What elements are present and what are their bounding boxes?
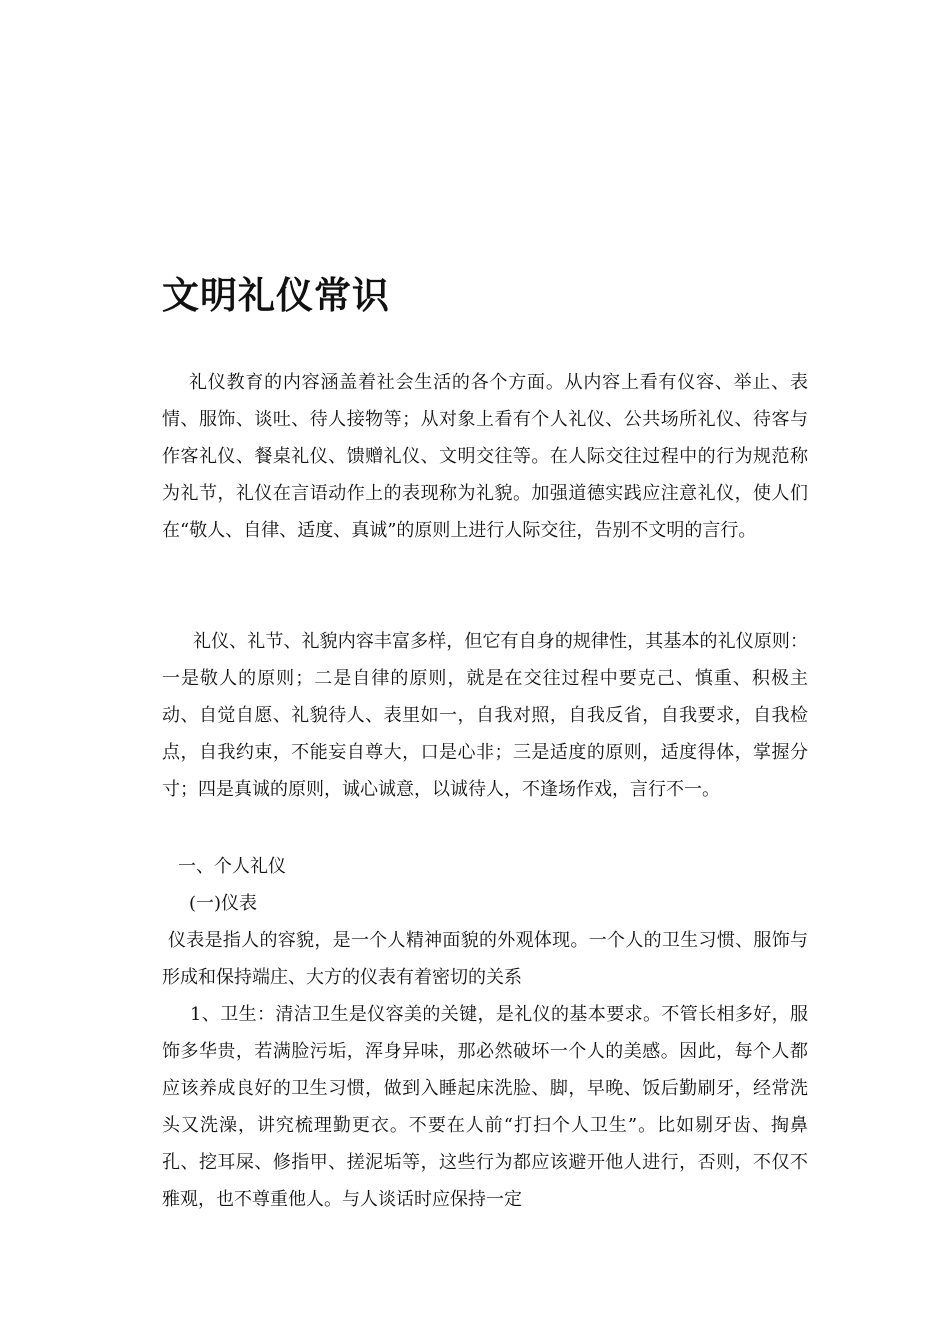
- paragraph-hygiene: 1、卫生：清洁卫生是仪容美的关键，是礼仪的基本要求。不管长相多好，服饰多华贵，若满脸污垢，浑身异味，那必然破坏一个人的美感。因此，每个人都应该养成良好的卫生习惯，做到入睡起床洗脸、脚，早晚、饭后勤刷牙，经常洗头又洗澡，讲究梳理勤更衣。不要在人前“打扫个人卫生”。比如剔牙齿、掏鼻孔、挖耳屎、修指甲、搓泥垢等，这些行为都应该避开他人进行，否则，不仅不雅观，也不尊重他人。与人谈话时应保持一定: [162, 1004, 808, 1210]
- section-heading: 一、个人礼仪: [178, 856, 286, 877]
- subsection-heading: (一)仪表: [189, 893, 258, 914]
- document-title: 文明礼仪常识: [162, 274, 390, 317]
- paragraph-etiquette-overview: 礼仪教育的内容涵盖着社会生活的各个方面。从内容上看有仪容、举止、表情、服饰、谈吐、待人接物等；从对象上看有个人礼仪、公共场所礼仪、待客与作客礼仪、餐桌礼仪、馈赠礼仪、文明交往等。在人际交往过程中的行为规范称为礼节，礼仪在言语动作上的表现称为礼貌。加强道德实践应注意礼仪，使人们在“敬人、自律、适度、真诚”的原则上进行人际交往，告别不文明的言行。: [162, 372, 808, 541]
- paragraph-appearance-intro: 仪表是指人的容貌，是一个人精神面貌的外观体现。一个人的卫生习惯、服饰与形成和保持端庄、大方的仪表有着密切的关系: [162, 930, 808, 988]
- paragraph-etiquette-principles: 礼仪、礼节、礼貌内容丰富多样，但它有自身的规律性，其基本的礼仪原则：一是敬人的原则；二是自律的原则，就是在交往过程中要克己、慎重、积极主动、自觉自愿、礼貌待人、表里如一，自我对照，自我反省，自我要求，自我检点，自我约束，不能妄自尊大，口是心非；三是适度的原则，适度得体，掌握分寸；四是真诚的原则，诚心诚意，以诚待人，不逢场作戏，言行不一。: [162, 631, 808, 800]
